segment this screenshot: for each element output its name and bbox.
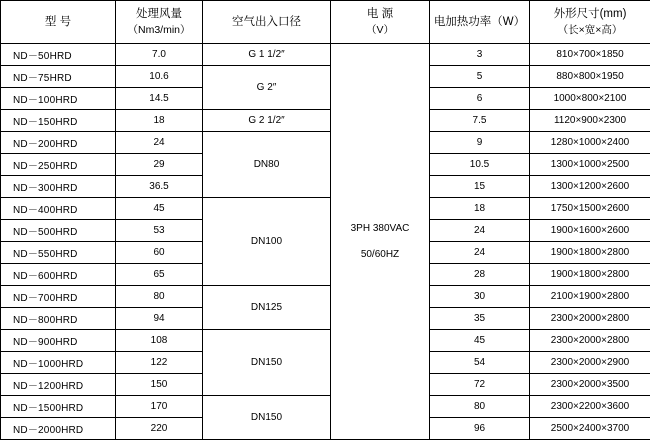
dims-cell: 810×700×1850 bbox=[530, 44, 650, 66]
model-cell: ND－1000HRD bbox=[1, 352, 116, 374]
port-cell: G 2″ bbox=[203, 66, 331, 110]
heating-cell: 54 bbox=[430, 352, 530, 374]
dims-cell: 1900×1600×2600 bbox=[530, 220, 650, 242]
heating-cell: 7.5 bbox=[430, 110, 530, 132]
dims-cell: 1280×1000×2400 bbox=[530, 132, 650, 154]
port-cell: DN80 bbox=[203, 132, 331, 198]
heating-cell: 3 bbox=[430, 44, 530, 66]
airflow-cell: 10.6 bbox=[116, 66, 203, 88]
port-cell: G 2 1/2″ bbox=[203, 110, 331, 132]
airflow-cell: 220 bbox=[116, 418, 203, 440]
model-cell: ND－75HRD bbox=[1, 66, 116, 88]
table-row bbox=[1, 132, 650, 154]
model-cell: ND－1500HRD bbox=[1, 396, 116, 418]
model-cell: ND－400HRD bbox=[1, 198, 116, 220]
header-port: 空气出入口径 bbox=[203, 1, 331, 44]
dims-cell: 1000×800×2100 bbox=[530, 88, 650, 110]
port-cell: DN100 bbox=[203, 198, 331, 286]
port-cell: DN125 bbox=[203, 286, 331, 330]
airflow-cell: 53 bbox=[116, 220, 203, 242]
heating-cell: 35 bbox=[430, 308, 530, 330]
airflow-cell: 7.0 bbox=[116, 44, 203, 66]
airflow-cell: 108 bbox=[116, 330, 203, 352]
airflow-cell: 170 bbox=[116, 396, 203, 418]
airflow-cell: 94 bbox=[116, 308, 203, 330]
heating-cell: 28 bbox=[430, 264, 530, 286]
dims-cell: 1120×900×2300 bbox=[530, 110, 650, 132]
model-cell: ND－250HRD bbox=[1, 154, 116, 176]
header-airflow: 处理风量 （Nm3/min） bbox=[116, 1, 203, 44]
model-cell: ND－100HRD bbox=[1, 88, 116, 110]
port-cell: G 1 1/2″ bbox=[203, 44, 331, 66]
header-heating: 电加热功率（W） bbox=[430, 1, 530, 44]
table-row bbox=[1, 198, 650, 220]
dims-cell: 2300×2000×2900 bbox=[530, 352, 650, 374]
model-cell: ND－500HRD bbox=[1, 220, 116, 242]
model-cell: ND－300HRD bbox=[1, 176, 116, 198]
heating-cell: 80 bbox=[430, 396, 530, 418]
model-cell: ND－550HRD bbox=[1, 242, 116, 264]
dims-cell: 880×800×1950 bbox=[530, 66, 650, 88]
dims-cell: 2100×1900×2800 bbox=[530, 286, 650, 308]
airflow-cell: 65 bbox=[116, 264, 203, 286]
table-row bbox=[1, 286, 650, 308]
table-row bbox=[1, 396, 650, 418]
heating-cell: 10.5 bbox=[430, 154, 530, 176]
dims-cell: 2300×2000×3500 bbox=[530, 374, 650, 396]
table-row bbox=[1, 330, 650, 352]
dims-cell: 1300×1000×2500 bbox=[530, 154, 650, 176]
heating-cell: 30 bbox=[430, 286, 530, 308]
airflow-cell: 45 bbox=[116, 198, 203, 220]
header-model: 型 号 bbox=[1, 1, 116, 44]
airflow-cell: 29 bbox=[116, 154, 203, 176]
model-cell: ND－150HRD bbox=[1, 110, 116, 132]
heating-cell: 9 bbox=[430, 132, 530, 154]
airflow-cell: 24 bbox=[116, 132, 203, 154]
airflow-cell: 150 bbox=[116, 374, 203, 396]
airflow-cell: 80 bbox=[116, 286, 203, 308]
table-row bbox=[1, 44, 650, 66]
dims-cell: 1750×1500×2600 bbox=[530, 198, 650, 220]
model-cell: ND－900HRD bbox=[1, 330, 116, 352]
heating-cell: 24 bbox=[430, 242, 530, 264]
heating-cell: 5 bbox=[430, 66, 530, 88]
table-row bbox=[1, 66, 650, 88]
model-cell: ND－50HRD bbox=[1, 44, 116, 66]
heating-cell: 72 bbox=[430, 374, 530, 396]
airflow-cell: 60 bbox=[116, 242, 203, 264]
heating-cell: 96 bbox=[430, 418, 530, 440]
heating-cell: 18 bbox=[430, 198, 530, 220]
model-cell: ND－800HRD bbox=[1, 308, 116, 330]
dims-cell: 2300×2000×2800 bbox=[530, 330, 650, 352]
dims-cell: 1900×1800×2800 bbox=[530, 264, 650, 286]
header-row bbox=[1, 1, 650, 44]
airflow-cell: 18 bbox=[116, 110, 203, 132]
model-cell: ND－600HRD bbox=[1, 264, 116, 286]
airflow-cell: 122 bbox=[116, 352, 203, 374]
port-cell: DN150 bbox=[203, 396, 331, 440]
dims-cell: 1300×1200×2600 bbox=[530, 176, 650, 198]
dims-cell: 2300×2200×3600 bbox=[530, 396, 650, 418]
airflow-cell: 14.5 bbox=[116, 88, 203, 110]
heating-cell: 45 bbox=[430, 330, 530, 352]
airflow-cell: 36.5 bbox=[116, 176, 203, 198]
model-cell: ND－200HRD bbox=[1, 132, 116, 154]
model-cell: ND－2000HRD bbox=[1, 418, 116, 440]
port-cell: DN150 bbox=[203, 330, 331, 396]
table-row bbox=[1, 110, 650, 132]
header-power: 电 源 （V） bbox=[331, 1, 430, 44]
model-cell: ND－700HRD bbox=[1, 286, 116, 308]
header-dims: 外形尺寸(mm) （长×宽×高） bbox=[530, 1, 650, 44]
heating-cell: 15 bbox=[430, 176, 530, 198]
dims-cell: 2500×2400×3700 bbox=[530, 418, 650, 440]
heating-cell: 24 bbox=[430, 220, 530, 242]
model-cell: ND－1200HRD bbox=[1, 374, 116, 396]
heating-cell: 6 bbox=[430, 88, 530, 110]
dims-cell: 2300×2000×2800 bbox=[530, 308, 650, 330]
dims-cell: 1900×1800×2800 bbox=[530, 242, 650, 264]
power-cell: 3PH 380VAC 50/60HZ bbox=[331, 44, 430, 440]
